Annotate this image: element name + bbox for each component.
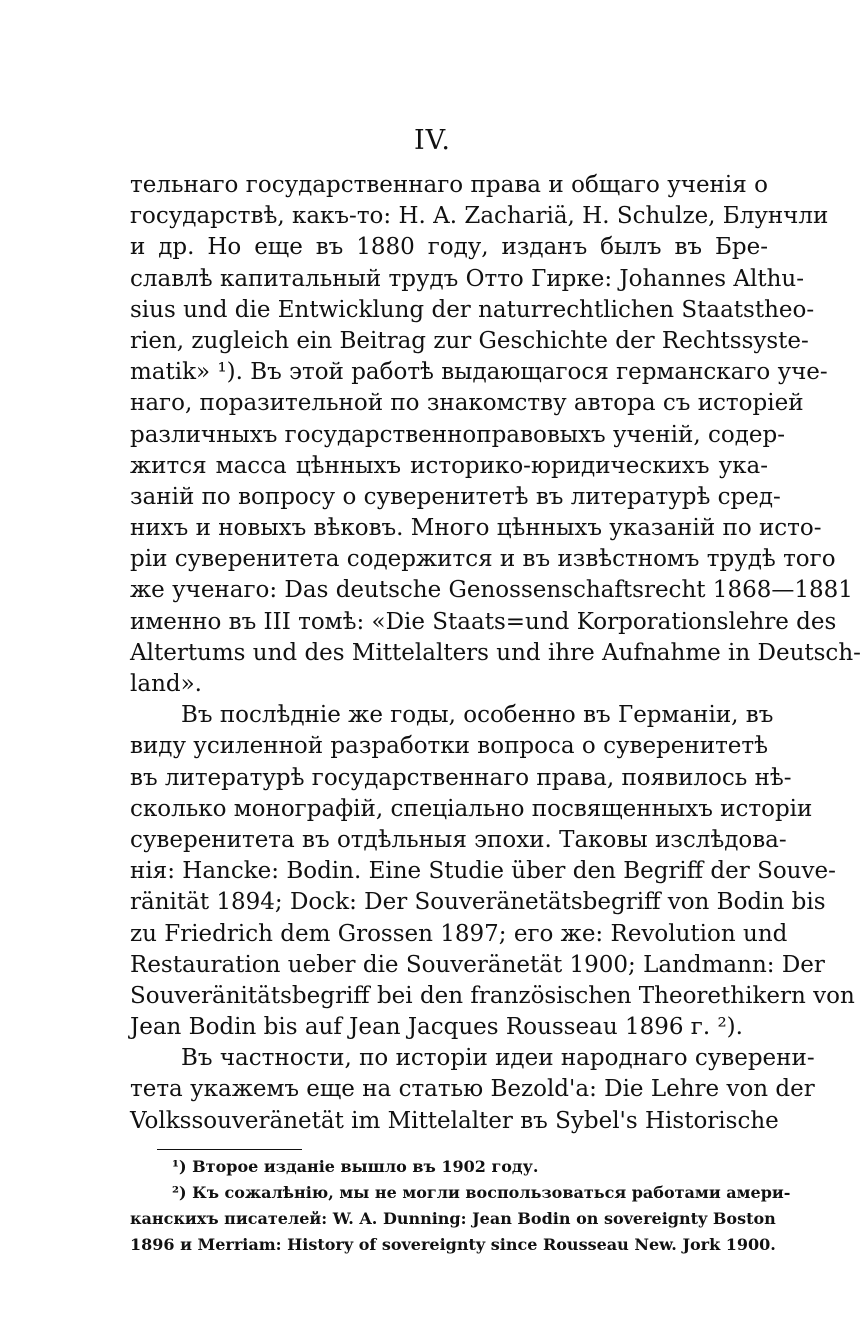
- text-line: Restauration ueber die Souveränetät 1900; Landmann: Der: [130, 951, 825, 978]
- text-line: Въ послѣдніе же годы, особенно въ Германіи, въ: [181, 702, 774, 729]
- text-line: Altertums und des Mittelalters und ihre Aufnahme in Deutsch-: [130, 639, 861, 666]
- text-line: Souveränitätsbegriff bei den französischen Theorethikern von: [130, 982, 855, 1009]
- footnote-divider: [157, 1149, 302, 1150]
- text-line: Volkssouveränetät im Mittelalter въ Sybel's Historische: [130, 1107, 779, 1134]
- text-line: тета укажемъ еще на статью Bezold'a: Die Lehre von der: [130, 1076, 815, 1103]
- text-line: нихъ и новыхъ вѣковъ. Много цѣнныхъ указаній по исто-: [130, 515, 822, 542]
- text-line: rien, zugleich ein Beitrag zur Geschichte der Rechtssyste-: [130, 327, 809, 354]
- text-line: жится масса цѣнныхъ историко-юридическихъ ука-: [130, 452, 768, 479]
- text-line: сколько монографій, спеціально посвященныхъ исторіи: [130, 795, 813, 822]
- text-line: славлѣ капитальный трудъ Отто Гирке: Johannes Althu-: [130, 265, 804, 292]
- text-line: заній по вопросу о суверенитетѣ въ литературѣ сред-: [130, 483, 781, 510]
- text-line: виду усиленной разработки вопроса о суверенитетѣ: [130, 733, 768, 760]
- page-number: IV.: [413, 125, 452, 156]
- text-line: суверенитета въ отдѣльныя эпохи. Таковы изслѣдова-: [130, 826, 787, 853]
- footnote-line: 1896 и Merriam: History of sovereignty since Rousseau New. Jork 1900.: [130, 1235, 776, 1254]
- text-line: различныхъ государственноправовыхъ ученій, содер-: [130, 421, 785, 448]
- footnotes: [130, 1154, 791, 1258]
- text-line: нія: Hancke: Bodin. Eine Studie über den Begriff der Souve-: [130, 858, 836, 885]
- body-text: [130, 170, 861, 1137]
- text-line: же ученаго: Das deutsche Genossenschaftsrecht 1868—1881: [130, 577, 853, 604]
- text-line: Jean Bodin bis auf Jean Jacques Rousseau 1896 г. ²).: [130, 1014, 743, 1041]
- text-line: въ литературѣ государственнаго права, появилось нѣ-: [130, 764, 792, 791]
- text-line: sius und die Entwicklung der naturrechtlichen Staatstheo-: [130, 296, 815, 323]
- text-line: ріи суверенитета содержится и въ извѣстномъ трудѣ того: [130, 546, 836, 573]
- text-line: тельнаго государственнаго права и общаго ученія о: [130, 172, 768, 198]
- footnote-line: ¹) Второе изданіе вышло въ 1902 году.: [172, 1157, 539, 1176]
- text-line: и др. Но еще въ 1880 году, изданъ былъ въ Бре-: [130, 234, 768, 261]
- text-line: государствѣ, какъ-то: H. A. Zachariä, H. Schulze, Блунчли: [130, 203, 829, 230]
- text-line: именно въ III томѣ: «Die Staats=und Korporationslehre des: [130, 608, 837, 635]
- text-line: ränität 1894; Dock: Der Souveränetätsbegriff von Bodin bis: [130, 889, 826, 916]
- footnote-line: канскихъ писателей: W. A. Dunning: Jean Bodin on sovereignty Boston: [130, 1209, 776, 1228]
- text-line: land».: [130, 671, 202, 697]
- text-line: zu Friedrich dem Grossen 1897; его же: Revolution und: [130, 920, 788, 947]
- text-line: наго, поразительной по знакомству автора съ исторіей: [130, 390, 804, 417]
- text-line: Въ частности, по исторіи идеи народнаго суверени-: [181, 1045, 815, 1072]
- text-line: matik» ¹). Въ этой работѣ выдающагося германскаго уче-: [130, 359, 828, 386]
- footnote-line: ²) Къ сожалѣнію, мы не могли воспользоваться работами амери-: [172, 1183, 791, 1202]
